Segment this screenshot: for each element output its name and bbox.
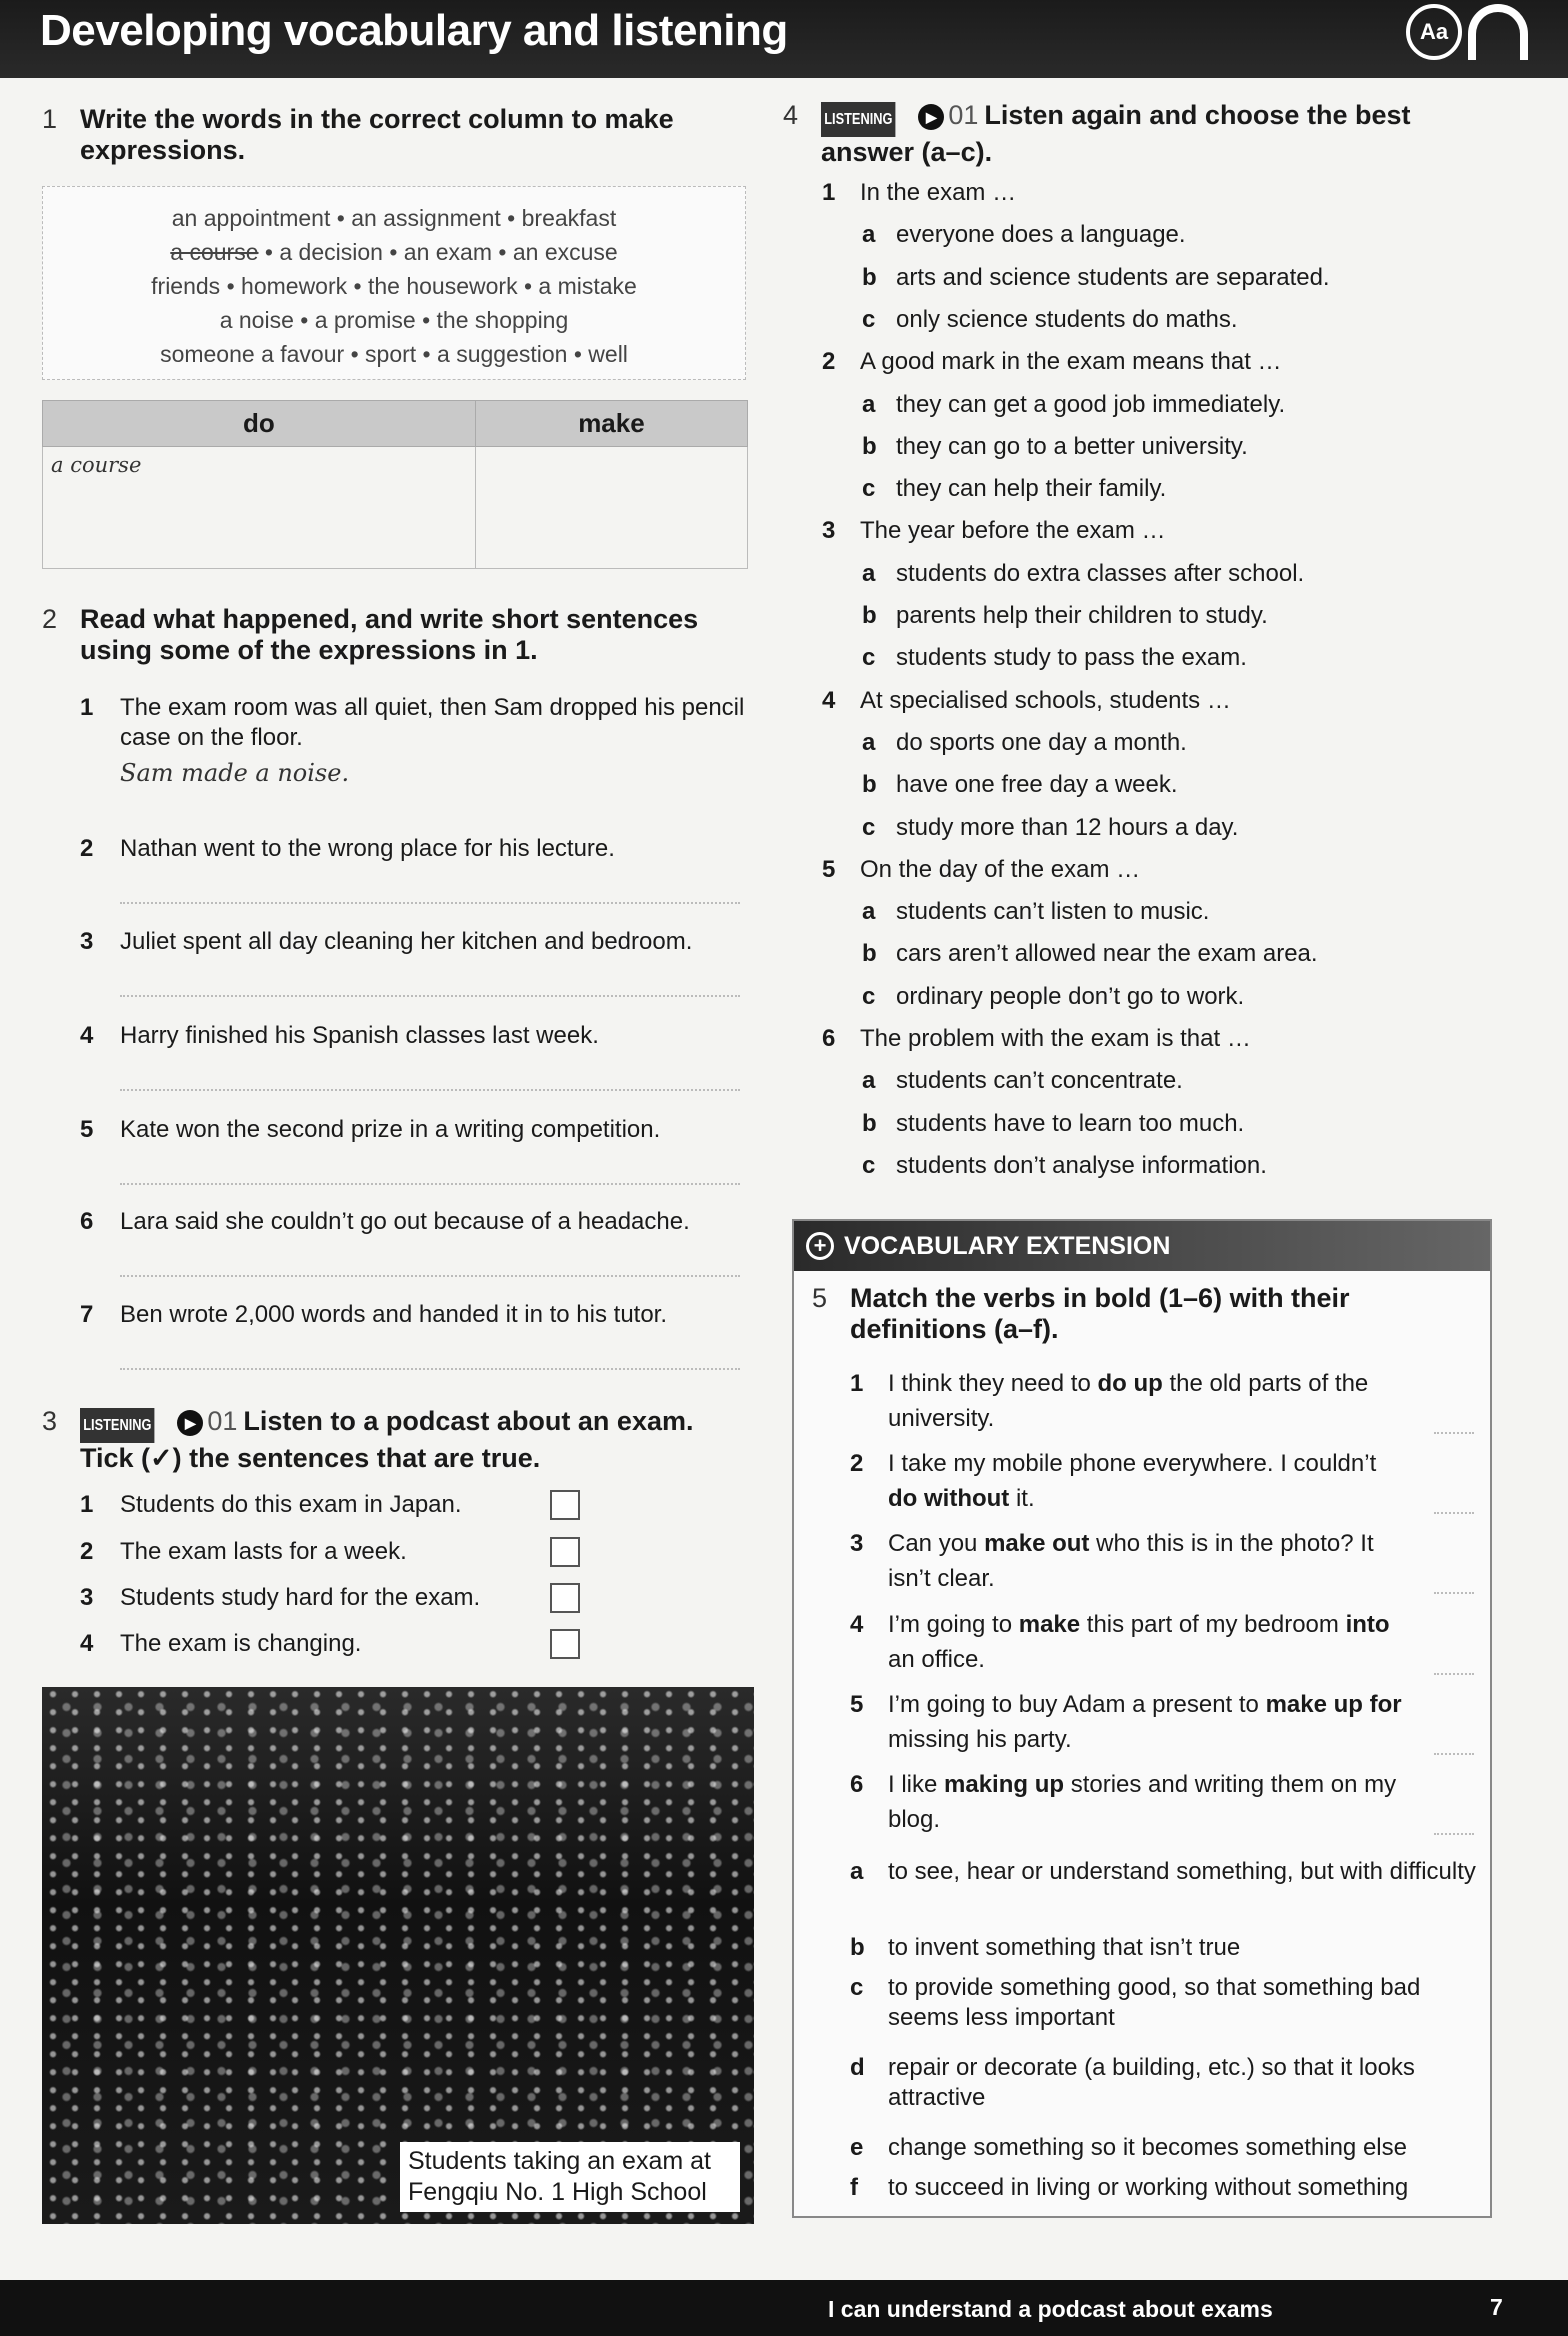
page-title: Developing vocabulary and listening [40, 6, 788, 55]
answer-option[interactable] [862, 728, 1482, 758]
text-part: I think they need to [888, 1370, 1098, 1397]
option-letter: a [862, 898, 876, 926]
answer-line[interactable] [1434, 1833, 1474, 1835]
option-text: students don’t analyse information. [896, 1151, 1267, 1179]
bold-verb: make up for [1265, 1691, 1402, 1718]
question-number: 6 [822, 1025, 836, 1052]
exercise-2-heading [42, 604, 742, 666]
item-number: 4 [80, 1022, 94, 1049]
tick-checkbox[interactable] [550, 1537, 580, 1567]
question-text: In the exam … [860, 179, 1017, 206]
footer-objective: I can understand a podcast about exams [828, 2296, 1273, 2322]
option-letter: a [862, 559, 876, 587]
definition-text: to succeed in living or working without something [888, 2174, 1409, 2201]
option-text: students can’t concentrate. [896, 1067, 1183, 1095]
word-option: an excuse [512, 239, 618, 265]
item-text [888, 1526, 1410, 1596]
item-number: 2 [80, 1538, 94, 1565]
exercise-2-item [80, 1115, 750, 1145]
exercise-3-heading [42, 1406, 742, 1474]
option-text: ordinary people don’t go to work. [896, 982, 1245, 1010]
question [822, 1024, 1482, 1054]
question [822, 347, 1482, 377]
word-line: someone a favour • sport • a suggestion • well [160, 341, 628, 367]
item-text: The exam lasts for a week. [120, 1538, 407, 1565]
item-number: 2 [850, 1450, 864, 1477]
definition [850, 1973, 1480, 2033]
question-number: 3 [822, 517, 836, 545]
question [822, 686, 1482, 716]
question-number: 4 [822, 686, 836, 714]
word-option: a promise [314, 307, 416, 333]
play-icon[interactable]: ▶ [918, 104, 944, 130]
item-text: Kate won the second prize in a writing competition. [120, 1116, 661, 1143]
vocabulary-extension-box [792, 1219, 1492, 2218]
option-letter: c [862, 982, 876, 1010]
text-part: I’m going to buy Adam a present to [888, 1691, 1266, 1718]
question [822, 855, 1482, 885]
definition [850, 2173, 1480, 2203]
question-text: The year before the exam … [860, 517, 1166, 545]
answer-option[interactable] [862, 1151, 1482, 1181]
word-box [42, 186, 746, 380]
text-part: this part of my bedroom [1080, 1611, 1346, 1638]
answer-option[interactable] [862, 1066, 1482, 1096]
option-text: students study to pass the exam. [896, 644, 1247, 672]
option-letter: b [862, 432, 877, 460]
exercise-5-item [850, 1366, 1410, 1436]
vocabulary-icon: Aa [1406, 4, 1462, 60]
option-letter: c [862, 813, 876, 841]
item-number: 1 [80, 694, 94, 721]
definition-text: change something so it becomes something else [888, 2134, 1407, 2161]
option-letter: b [862, 602, 877, 629]
item-text: The exam is changing. [120, 1630, 362, 1657]
track-number: 01 [207, 1406, 238, 1436]
text-part: it. [1009, 1485, 1035, 1512]
item-text: Students do this exam in Japan. [120, 1491, 462, 1518]
item-number: 1 [80, 1491, 94, 1518]
word-option: well [588, 341, 628, 367]
option-letter: b [862, 771, 877, 799]
exercise-2-item [80, 1207, 750, 1237]
exercise-1-heading [42, 104, 742, 166]
answer-line[interactable] [120, 995, 740, 997]
handwritten-answer[interactable]: Sam made a noise. [120, 759, 350, 787]
option-text: only science students do maths. [896, 305, 1238, 333]
answer-option[interactable] [862, 897, 1482, 927]
question-text: A good mark in the exam means that … [860, 348, 1282, 376]
item-number: 3 [80, 1584, 94, 1611]
item-number: 3 [80, 928, 94, 955]
answer-line[interactable] [1434, 1512, 1474, 1514]
item-number: 2 [80, 835, 94, 862]
text-part: who this is in the photo? It isn’t clear. [888, 1530, 1374, 1592]
option-text: arts and science students are separated. [896, 263, 1330, 291]
option-letter: c [862, 305, 876, 333]
word-option: sport [365, 341, 417, 367]
option-text: have one free day a week. [896, 771, 1178, 799]
instruction: Match the verbs in bold (1–6) with their definitions (a–f). [850, 1283, 1350, 1344]
answer-line[interactable] [120, 902, 740, 904]
listening-tag: LISTENING [821, 102, 896, 137]
exercise-5-item [850, 1607, 1410, 1677]
answer-option[interactable] [862, 305, 1482, 335]
definition-text: to invent something that isn’t true [888, 1934, 1241, 1961]
definition-letter: a [850, 1858, 864, 1885]
word-line: an appointment • an assignment • breakfast [171, 205, 617, 231]
item-number: 4 [80, 1630, 94, 1657]
definition-letter: e [850, 2134, 864, 2161]
answer-line[interactable] [120, 1183, 740, 1185]
item-text: Nathan went to the wrong place for his lecture. [120, 835, 615, 862]
question-text: The problem with the exam is that … [860, 1025, 1251, 1052]
exercise-number: 2 [42, 604, 58, 634]
answer-option[interactable] [862, 220, 1482, 250]
item-text: The exam room was all quiet, then Sam dropped his pencil case on the floor. [120, 694, 745, 751]
item-text: Students study hard for the exam. [120, 1584, 481, 1611]
exercise-number: 4 [783, 100, 799, 130]
answer-option[interactable] [862, 474, 1482, 504]
answer-line[interactable] [120, 1368, 740, 1370]
tick-checkbox[interactable] [550, 1583, 580, 1613]
play-icon[interactable]: ▶ [177, 1410, 203, 1436]
definition-text: to provide something good, so that something bad seems less important [888, 1974, 1421, 2031]
text-part: Can you [888, 1530, 985, 1557]
item-text: Harry finished his Spanish classes last week. [120, 1022, 599, 1049]
instruction: Read what happened, and write short sentences using some of the expressions in 1. [80, 604, 699, 665]
column-do: do [43, 401, 476, 447]
vocabulary-extension-header [794, 1221, 1490, 1271]
word-line: a noise • a promise • the shopping [219, 307, 569, 333]
definition-text: to see, hear or understand something, but with difficulty [888, 1858, 1476, 1885]
word-option: an assignment [351, 205, 501, 231]
item-number: 4 [850, 1611, 864, 1638]
exercise-4-heading [783, 100, 1493, 168]
vocabulary-extension-title: VOCABULARY EXTENSION [844, 1231, 1171, 1260]
option-text: parents help their children to study. [896, 602, 1268, 629]
exercise-5-item [850, 1767, 1410, 1837]
answer-option[interactable] [862, 390, 1482, 420]
item-number: 7 [80, 1301, 94, 1328]
option-letter: a [862, 390, 876, 418]
word-option: an appointment [171, 205, 331, 231]
answer-line[interactable] [1434, 1432, 1474, 1434]
text-part: missing his party. [888, 1726, 1072, 1753]
item-text [888, 1366, 1410, 1436]
track-number: 01 [948, 100, 979, 130]
magnifier-plus-icon: + [806, 1232, 834, 1260]
option-letter: b [862, 263, 877, 291]
listening-tag: LISTENING [80, 1408, 155, 1443]
question [822, 178, 1482, 208]
exam-hall-photo [42, 1687, 754, 2224]
item-number: 6 [850, 1771, 864, 1798]
definition [850, 1857, 1480, 1887]
question-number: 2 [822, 348, 836, 376]
item-text: Juliet spent all day cleaning her kitchen and bedroom. [120, 928, 693, 955]
exercise-2-item [80, 1300, 750, 1330]
exercise-5-heading [812, 1283, 1452, 1345]
option-letter: a [862, 221, 876, 249]
exercise-number: 5 [812, 1283, 828, 1313]
exercise-2-item [80, 1021, 750, 1051]
question-number: 5 [822, 855, 836, 883]
question-text: At specialised schools, students … [860, 686, 1231, 714]
answer-option[interactable] [862, 813, 1482, 843]
item-text [888, 1607, 1410, 1677]
instruction: Write the words in the correct column to make expressions. [80, 104, 674, 165]
option-letter: a [862, 1067, 876, 1095]
make-answer-cell[interactable] [475, 447, 747, 569]
page-header [0, 0, 1568, 78]
definition-letter: d [850, 2054, 865, 2081]
option-text: do sports one day a month. [896, 728, 1187, 756]
exercise-5-item [850, 1687, 1410, 1757]
item-text: Lara said she couldn’t go out because of a headache. [120, 1208, 690, 1235]
item-text: Ben wrote 2,000 words and handed it in to his tutor. [120, 1301, 668, 1328]
word-option: a decision [279, 239, 383, 265]
definition-letter: b [850, 1934, 865, 1961]
do-answer-cell[interactable]: a course [43, 447, 476, 569]
exercise-number: 1 [42, 104, 58, 134]
answer-line[interactable] [120, 1275, 740, 1277]
photo-caption: Students taking an exam at Fengqiu No. 1 High School [400, 2142, 740, 2212]
option-letter: c [862, 475, 876, 503]
item-number: 6 [80, 1208, 94, 1235]
definition-letter: c [850, 1974, 864, 2001]
headphones-icon [1468, 4, 1528, 60]
item-number: 5 [850, 1691, 864, 1718]
question-text: On the day of the exam … [860, 855, 1141, 883]
answer-option[interactable] [862, 601, 1482, 631]
exercise-2-item [80, 834, 750, 864]
exercise-3-item [80, 1537, 550, 1567]
word-option: the shopping [436, 307, 569, 333]
word-option: a suggestion [437, 341, 568, 367]
answer-line[interactable] [1434, 1673, 1474, 1675]
text-part: the old parts of the university. [888, 1370, 1369, 1432]
question [822, 516, 1482, 546]
item-text [888, 1446, 1410, 1516]
page-footer [0, 2280, 1568, 2336]
option-text: students have to learn too much. [896, 1109, 1245, 1137]
word-line: a course • a decision • an exam • an excuse [170, 239, 618, 265]
option-text: students can’t listen to music. [896, 898, 1210, 926]
bold-verb: make out [984, 1530, 1090, 1557]
exercise-3-item [80, 1490, 550, 1520]
exercise-number: 3 [42, 1406, 58, 1436]
word-option: an exam [403, 239, 492, 265]
text-part: stories and writing them on my blog. [888, 1771, 1397, 1833]
answer-line[interactable] [1434, 1592, 1474, 1594]
exercise-5-item [850, 1526, 1410, 1596]
item-number: 3 [850, 1530, 864, 1557]
option-letter: b [862, 940, 877, 968]
word-option: homework [241, 273, 348, 299]
definition [850, 1933, 1480, 1963]
answer-option[interactable] [862, 1109, 1482, 1139]
bold-verb: do up [1097, 1370, 1163, 1397]
word-option: friends [151, 273, 221, 299]
word-option: the housework [367, 273, 518, 299]
word-option: a course [170, 239, 259, 265]
text-part: I take my mobile phone everywhere. I couldn’t [888, 1450, 1377, 1477]
answer-option[interactable] [862, 643, 1482, 673]
do-make-table [42, 400, 748, 569]
column-make: make [475, 401, 747, 447]
answer-option[interactable] [862, 263, 1482, 293]
item-number: 5 [80, 1116, 94, 1143]
option-text: they can help their family. [896, 475, 1167, 503]
option-text: they can go to a better university. [896, 432, 1248, 460]
tick-checkbox[interactable] [550, 1629, 580, 1659]
bold-verb: do without [888, 1485, 1010, 1512]
option-text: cars aren’t allowed near the exam area. [896, 940, 1318, 968]
option-letter: c [862, 1151, 876, 1179]
answer-option[interactable] [862, 982, 1482, 1012]
exercise-3-item [80, 1629, 550, 1659]
definition [850, 2133, 1480, 2163]
exercise-5-item [850, 1446, 1410, 1516]
option-letter: a [862, 728, 876, 756]
bold-verb: make [1018, 1611, 1081, 1638]
item-number: 1 [850, 1370, 864, 1397]
page-number: 7 [1490, 2294, 1503, 2320]
answer-option[interactable] [862, 559, 1482, 589]
exercise-2-item [80, 693, 750, 753]
bold-verb: into [1345, 1611, 1390, 1638]
option-letter: b [862, 1109, 877, 1137]
text-part: an office. [888, 1646, 985, 1673]
exercise-2-item [80, 927, 750, 957]
answer-option[interactable] [862, 939, 1482, 969]
definition [850, 2053, 1480, 2113]
option-text: they can get a good job immediately. [896, 390, 1286, 418]
answer-line[interactable] [120, 1089, 740, 1091]
question-number: 1 [822, 179, 836, 206]
instruction: Listen again and choose the best answer (a–c). [821, 100, 1411, 167]
option-text: students do extra classes after school. [896, 559, 1305, 587]
option-text: everyone does a language. [896, 221, 1186, 249]
word-option: breakfast [521, 205, 617, 231]
word-option: a noise [219, 307, 294, 333]
answer-option[interactable] [862, 770, 1482, 800]
exercise-3-item [80, 1583, 550, 1613]
word-option: someone a favour [160, 341, 345, 367]
definition-text: repair or decorate (a building, etc.) so that it looks attractive [888, 2054, 1415, 2111]
answer-option[interactable] [862, 432, 1482, 462]
item-text [888, 1767, 1410, 1837]
word-option: a mistake [538, 273, 637, 299]
definition-letter: f [850, 2174, 858, 2201]
option-letter: c [862, 644, 876, 672]
option-text: study more than 12 hours a day. [896, 813, 1239, 841]
word-line: friends • homework • the housework • a mistake [151, 273, 637, 299]
answer-line[interactable] [1434, 1753, 1474, 1755]
bold-verb: making up [944, 1771, 1065, 1798]
text-part: I’m going to [888, 1611, 1019, 1638]
instruction: Listen to a podcast about an exam. Tick (✓) the sentences that are true. [80, 1406, 694, 1473]
item-text [888, 1687, 1410, 1757]
text-part: I like [888, 1771, 945, 1798]
tick-checkbox[interactable] [550, 1490, 580, 1520]
